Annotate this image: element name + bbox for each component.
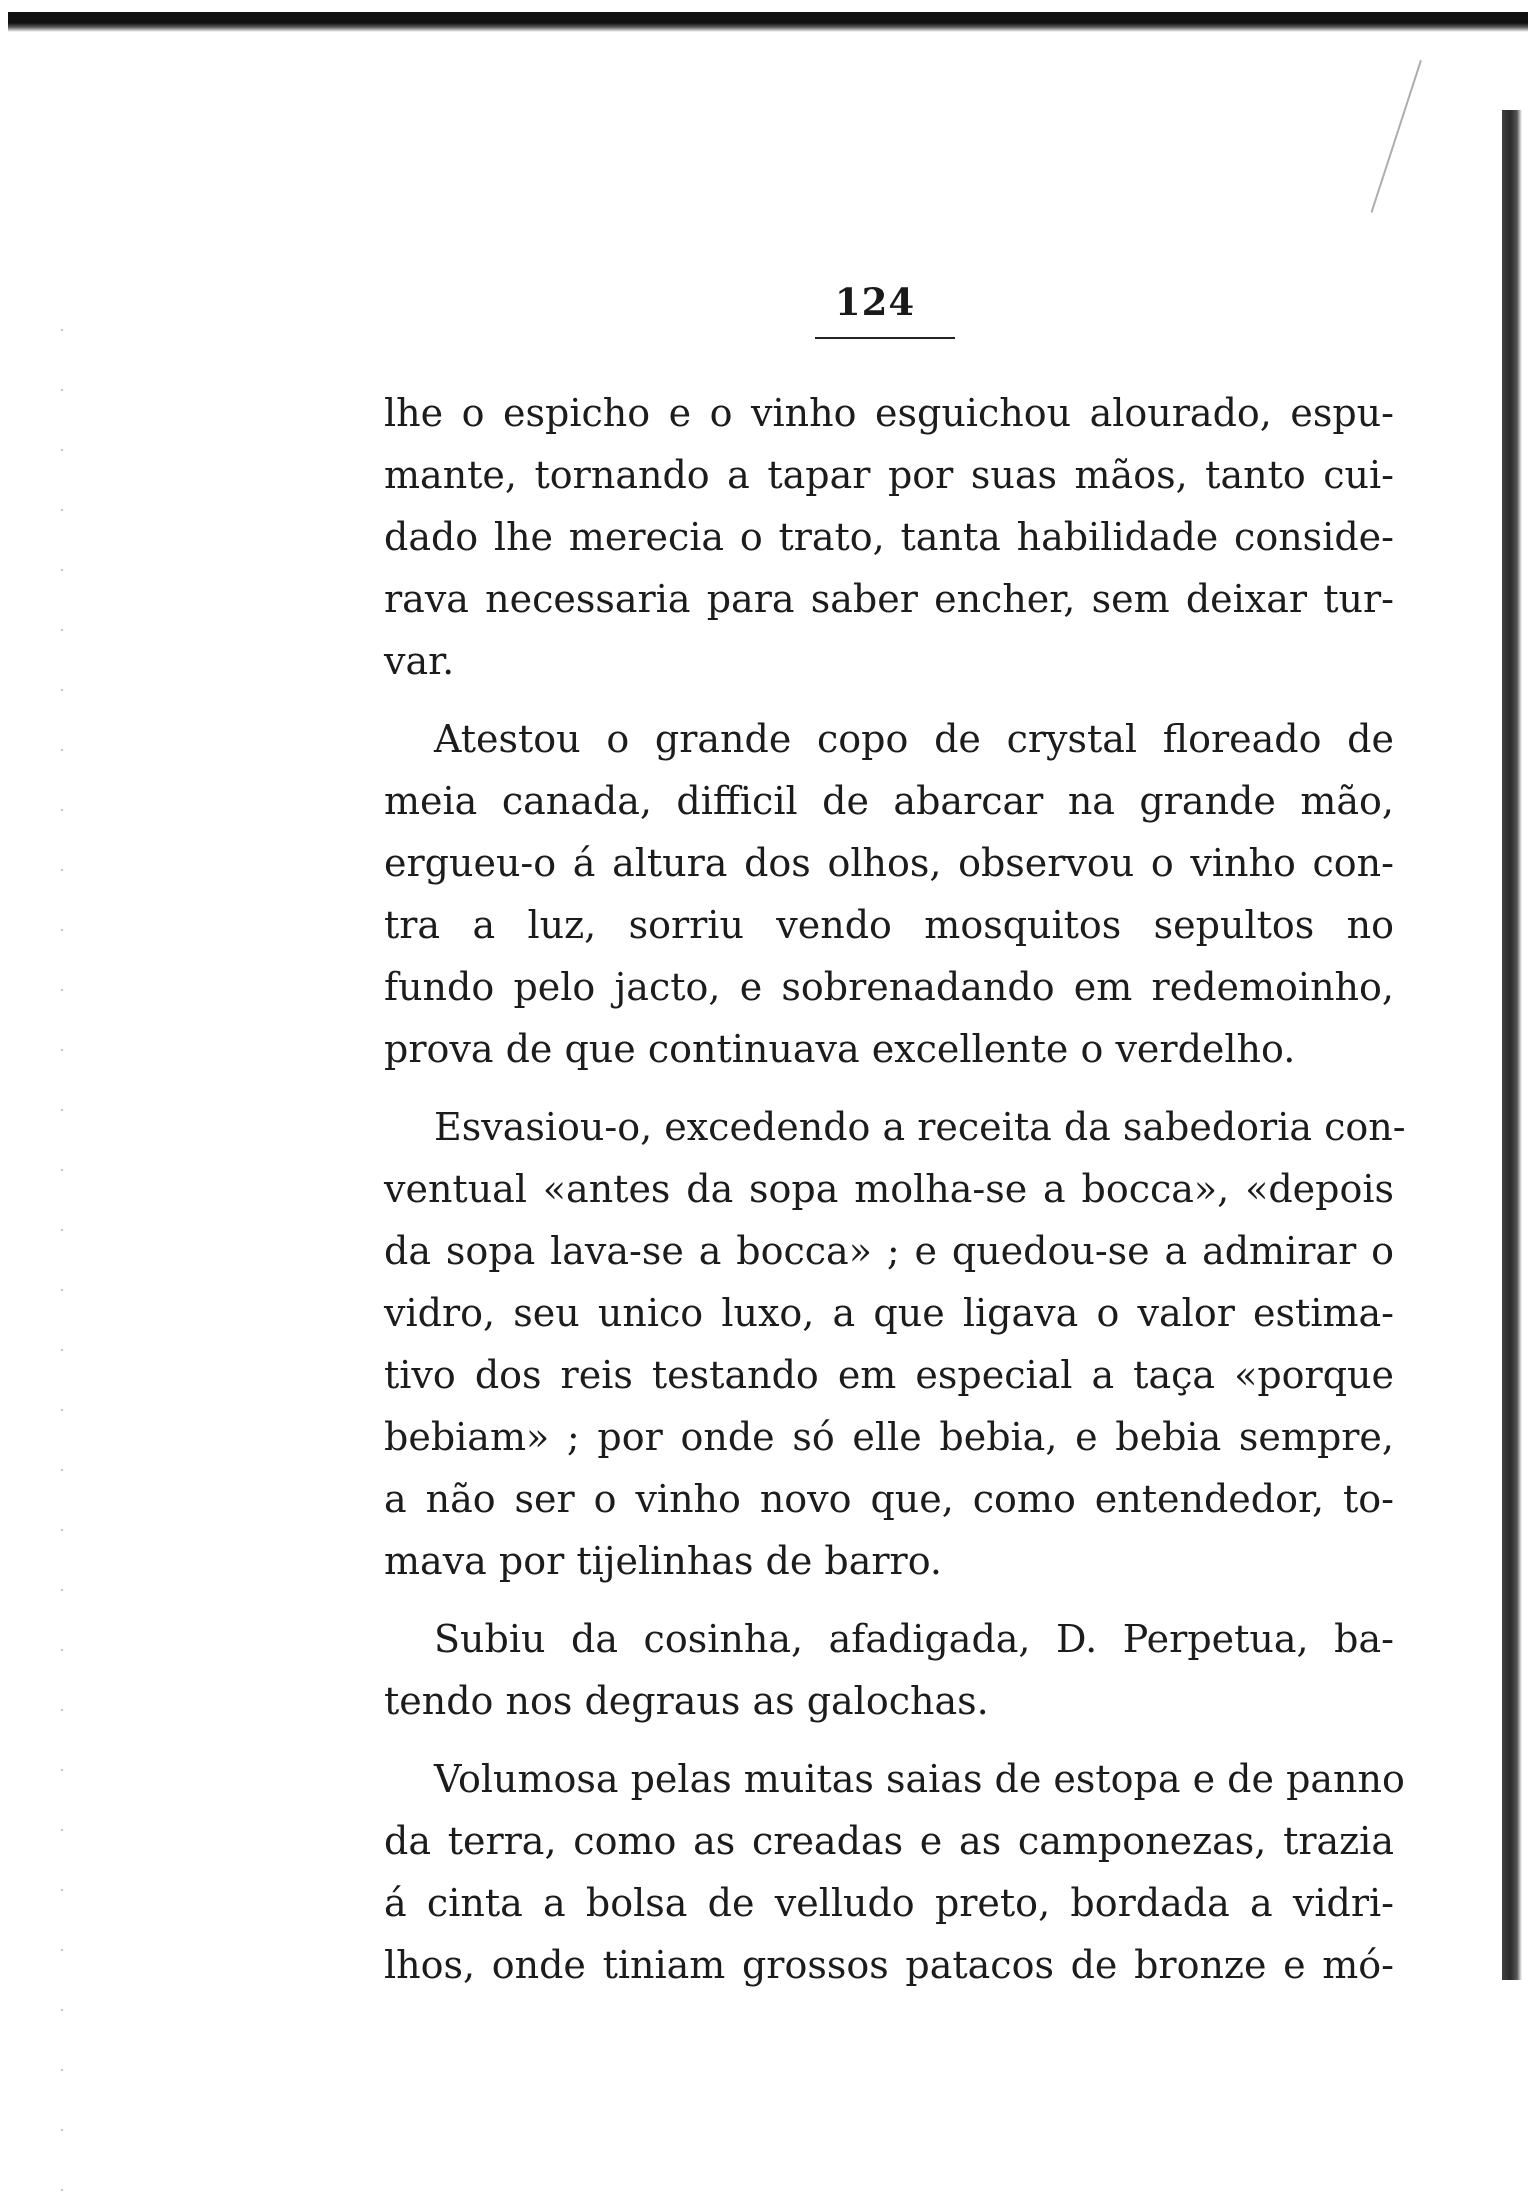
text-line: var. bbox=[384, 639, 455, 683]
paragraph bbox=[384, 1096, 1406, 1592]
text-line: ergueu-o á altura dos olhos, observou o vinho con- bbox=[384, 841, 1394, 885]
text-line: tendo nos degraus as galochas. bbox=[384, 1679, 989, 1723]
text-line: tivo dos reis testando em especial a taça «porque bbox=[384, 1353, 1394, 1397]
text-line: da terra, como as creadas e as camponezas, trazia bbox=[384, 1819, 1394, 1863]
text-line: Esvasiou-o, excedendo a receita da sabedoria con- bbox=[434, 1105, 1406, 1149]
text-line: Volumosa pelas muitas saias de estopa e de panno bbox=[434, 1757, 1405, 1801]
text-line: fundo pelo jacto, e sobrenadando em redemoinho, bbox=[384, 965, 1394, 1009]
text-line: prova de que continuava excellente o verdelho. bbox=[384, 1027, 1296, 1071]
page-number-rule bbox=[815, 337, 955, 339]
text-line: á cinta a bolsa de velludo preto, bordada a vidri- bbox=[384, 1881, 1394, 1925]
text-line: ventual «antes da sopa molha-se a bocca», «depois bbox=[384, 1167, 1394, 1211]
page-number: 124 bbox=[834, 280, 916, 324]
text-line: da sopa lava-se a bocca» ; e quedou-se a admirar o bbox=[384, 1229, 1394, 1273]
text-line: a não ser o vinho novo que, como entendedor, to- bbox=[384, 1477, 1394, 1521]
paragraph bbox=[384, 708, 1394, 1080]
paragraph bbox=[384, 1608, 1394, 1732]
body-text bbox=[384, 382, 1406, 1996]
scan-fold-mark bbox=[1371, 60, 1422, 213]
text-line: tra a luz, sorriu vendo mosquitos sepultos no bbox=[384, 903, 1394, 947]
text-line: bebiam» ; por onde só elle bebia, e bebia sempre, bbox=[384, 1415, 1394, 1459]
text-line: Atestou o grande copo de crystal floreado de bbox=[434, 717, 1394, 761]
text-line: vidro, seu unico luxo, a que ligava o valor estima- bbox=[384, 1291, 1394, 1335]
scan-top-edge bbox=[8, 12, 1528, 32]
text-line: mante, tornando a tapar por suas mãos, tanto cui- bbox=[384, 453, 1394, 497]
scan-left-margin-specks bbox=[60, 300, 64, 2200]
text-line: lhos, onde tiniam grossos patacos de bronze e mó- bbox=[384, 1943, 1394, 1987]
text-line: dado lhe merecia o trato, tanta habilidade conside- bbox=[384, 515, 1394, 559]
paragraph bbox=[384, 382, 1394, 692]
scan-right-edge bbox=[1502, 110, 1522, 1980]
text-line: rava necessaria para saber encher, sem deixar tur- bbox=[384, 577, 1394, 621]
text-line: Subiu da cosinha, afadigada, D. Perpetua, ba- bbox=[434, 1617, 1394, 1661]
text-line: lhe o espicho e o vinho esguichou alourado, espu- bbox=[384, 391, 1394, 435]
text-line: meia canada, difficil de abarcar na grande mão, bbox=[384, 779, 1394, 823]
text-line: mava por tijelinhas de barro. bbox=[384, 1539, 943, 1583]
paragraph bbox=[384, 1748, 1405, 1996]
